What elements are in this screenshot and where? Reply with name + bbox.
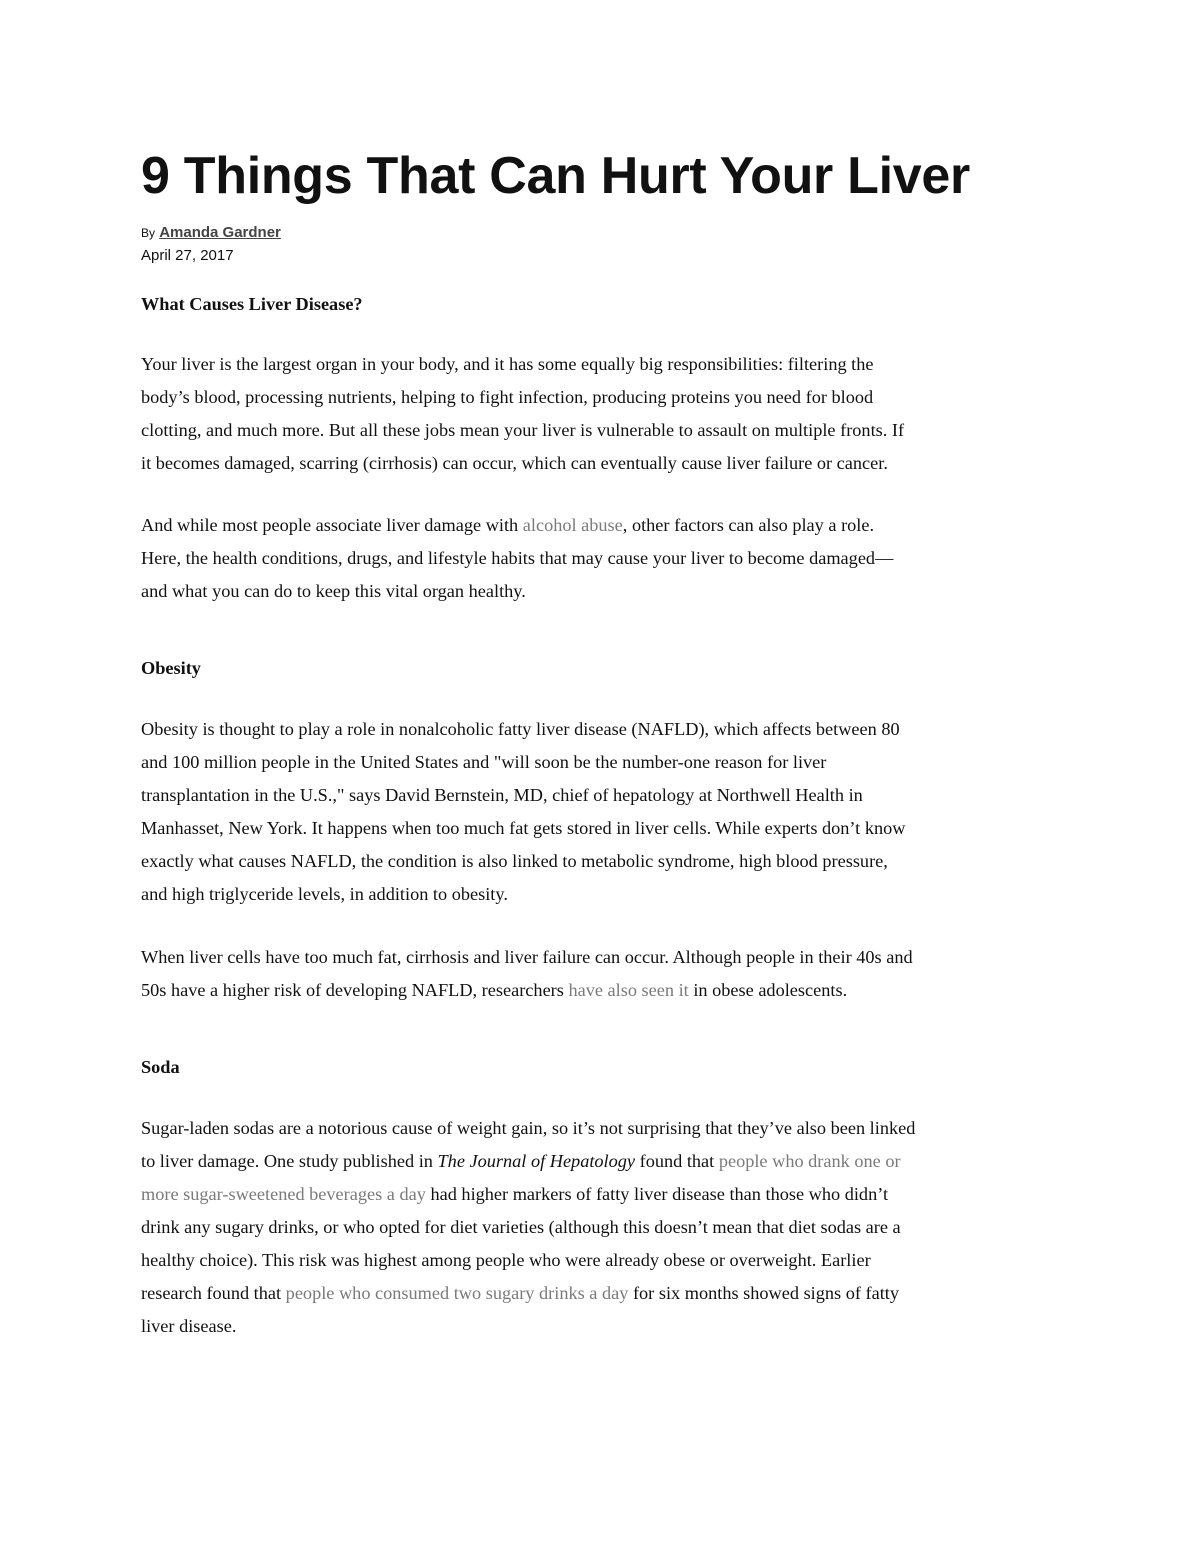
journal-title: The Journal of Hepatology	[437, 1151, 636, 1171]
section-heading-soda: Soda	[141, 1057, 180, 1077]
byline	[141, 222, 281, 244]
text-run: , other factors can also play a role.	[622, 515, 875, 535]
adolescents-study-link[interactable]: have also seen it	[568, 980, 689, 1000]
section-heading-obesity: Obesity	[141, 658, 201, 678]
by-label: By	[141, 226, 156, 240]
two-sugary-drinks-study-link[interactable]: people who consumed two sugary drinks a day	[285, 1283, 629, 1303]
paragraph-intro-1	[141, 348, 1059, 480]
text-line: it becomes damaged, scarring (cirrhosis) can occur, which can eventually cause liver failure or cancer.	[141, 453, 888, 473]
text-line: liver disease.	[141, 1316, 237, 1336]
text-run: to liver damage. One study published in	[141, 1151, 438, 1171]
article-title: 9 Things That Can Hurt Your Liver	[141, 147, 970, 205]
text-line: healthy choice). This risk was highest among people who were already obese or overweight. Earlier	[141, 1250, 871, 1270]
text-line: and 100 million people in the United States and "will soon be the number-one reason for liver	[141, 752, 827, 772]
text-line	[141, 1178, 1059, 1211]
section-heading-causes: What Causes Liver Disease?	[141, 294, 363, 314]
text-line: transplantation in the U.S.," says David Bernstein, MD, chief of hepatology at Northwell Health in	[141, 785, 863, 805]
text-line	[141, 1145, 1059, 1178]
text-line: Your liver is the largest organ in your body, and it has some equally big responsibilities: filtering the	[141, 354, 874, 374]
text-line: Obesity is thought to play a role in nonalcoholic fatty liver disease (NAFLD), which affects between 80	[141, 719, 900, 739]
text-run: research found that	[141, 1283, 286, 1303]
text-line: Manhasset, New York. It happens when too much fat gets stored in liver cells. While experts don’t know	[141, 818, 906, 838]
text-line: Here, the health conditions, drugs, and lifestyle habits that may cause your liver to become damaged—	[141, 548, 894, 568]
text-line: exactly what causes NAFLD, the condition is also linked to metabolic syndrome, high blood pressure,	[141, 851, 888, 871]
paragraph-intro-2	[141, 509, 1059, 608]
publish-date: April 27, 2017	[141, 247, 234, 264]
text-line: clotting, and much more. But all these jobs mean your liver is vulnerable to assault on multiple fronts. If	[141, 420, 905, 440]
sugar-beverages-study-link-cont[interactable]: more sugar-sweetened beverages a day	[141, 1184, 426, 1204]
text-run: 50s have a higher risk of developing NAFLD, researchers	[141, 980, 569, 1000]
text-line	[141, 1277, 1059, 1310]
paragraph-soda	[141, 1112, 1059, 1343]
paragraph-obesity-2	[141, 941, 1059, 1007]
text-line: Sugar-laden sodas are a notorious cause of weight gain, so it’s not surprising that they’ve also been linked	[141, 1118, 916, 1138]
alcohol-abuse-link[interactable]: alcohol abuse	[522, 515, 623, 535]
text-line	[141, 974, 1059, 1007]
paragraph-obesity-1	[141, 713, 1059, 911]
text-run: for six months showed signs of fatty	[628, 1283, 900, 1303]
text-line	[141, 509, 1059, 542]
author-link[interactable]: Amanda Gardner	[159, 224, 281, 241]
text-run: had higher markers of fatty liver disease than those who didn’t	[425, 1184, 889, 1204]
text-line: and high triglyceride levels, in addition to obesity.	[141, 884, 508, 904]
text-line: drink any sugary drinks, or who opted for diet varieties (although this doesn’t mean that diet sodas are a	[141, 1217, 901, 1237]
text-line: and what you can do to keep this vital organ healthy.	[141, 581, 526, 601]
text-run: And while most people associate liver damage with	[141, 515, 523, 535]
text-line: body’s blood, processing nutrients, helping to fight infection, producing proteins you need for blood	[141, 387, 874, 407]
text-run: found that	[635, 1151, 719, 1171]
text-run: in obese adolescents.	[688, 980, 848, 1000]
sugar-beverages-study-link[interactable]: people who drank one or	[718, 1151, 901, 1171]
text-line: When liver cells have too much fat, cirrhosis and liver failure can occur. Although people in their 40s and	[141, 947, 913, 967]
